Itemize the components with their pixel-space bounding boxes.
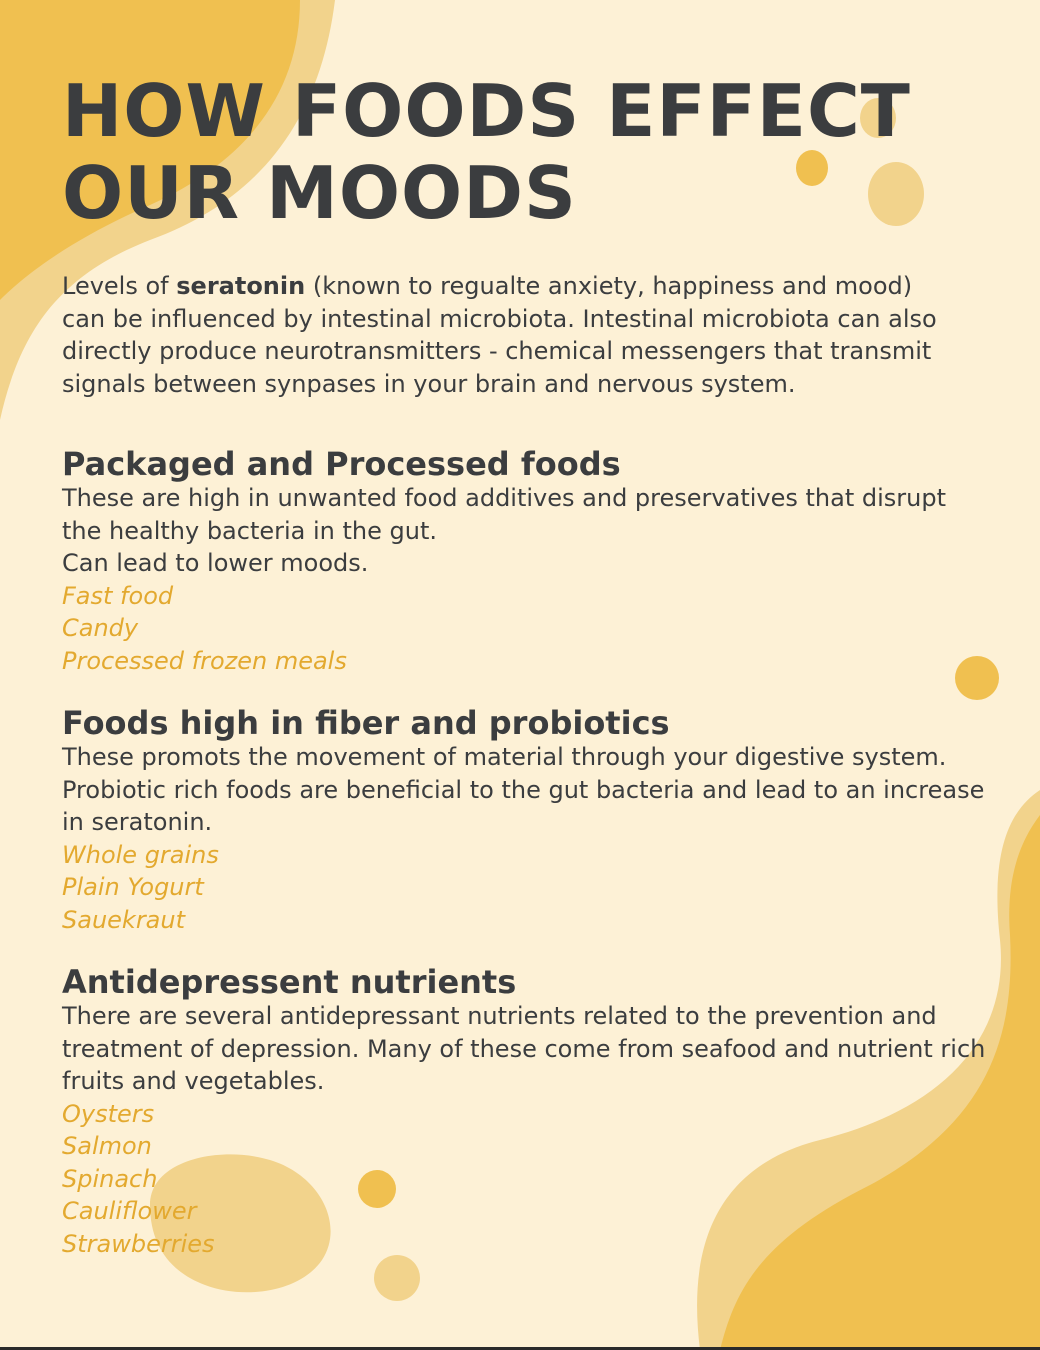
bottom-circle-light (374, 1255, 420, 1301)
description-line: These are high in unwanted food additives and preservatives that disrupt the healthy bacteria in the gut. (62, 484, 946, 545)
section-antidepressant-nutrients (62, 964, 992, 1260)
intro-keyword: seratonin (176, 272, 306, 300)
example-list (62, 839, 992, 937)
example-item: Processed frozen meals (62, 646, 347, 675)
section-heading: Foods high in fiber and probiotics (62, 704, 670, 742)
intro-text-rest: (known to regualte anxiety, happiness and mood) can be influenced by intestinal microbiota. Intestinal microbiota can also directly produce neurotransmitters - chemical messengers that transmit signals between synpases in your brain and nervous system. (62, 272, 937, 398)
example-item: Fast food (62, 581, 174, 610)
example-item: Strawberries (62, 1229, 215, 1258)
section-processed-foods (62, 446, 992, 677)
section-description (62, 482, 992, 580)
title-line-1: HOW FOODS EFFECT (62, 69, 911, 153)
section-heading: Packaged and Processed foods (62, 445, 621, 483)
example-item: Whole grains (62, 840, 219, 869)
description-line: There are several antidepressant nutrients related to the prevention and treatment of depression. Many of these come from seafood and nutrient rich fruits and vegetables. (62, 1002, 986, 1095)
section-heading: Antidepressent nutrients (62, 963, 517, 1001)
example-item: Spinach (62, 1164, 158, 1193)
intro-paragraph (62, 270, 962, 400)
section-description (62, 741, 992, 839)
example-item: Oysters (62, 1099, 155, 1128)
example-item: Plain Yogurt (62, 873, 204, 901)
example-item: Cauliflower (62, 1197, 197, 1225)
section-description (62, 1000, 992, 1098)
example-item: Candy (62, 614, 139, 642)
example-list (62, 1098, 992, 1261)
description-line: These promots the movement of material through your digestive system. Probiotic rich foods are beneficial to the gut bacteria and lead to an increase in seratonin. (62, 743, 985, 836)
example-list (62, 580, 992, 678)
example-item: Salmon (62, 1132, 152, 1160)
example-item: Sauekraut (62, 905, 186, 934)
page-content (62, 70, 992, 1260)
description-line: Can lead to lower moods. (62, 549, 369, 577)
title-line-2: OUR MOODS (62, 151, 577, 235)
page-title (62, 70, 992, 234)
intro-text-start: Levels of (62, 272, 177, 300)
section-fiber-probiotics (62, 705, 992, 936)
